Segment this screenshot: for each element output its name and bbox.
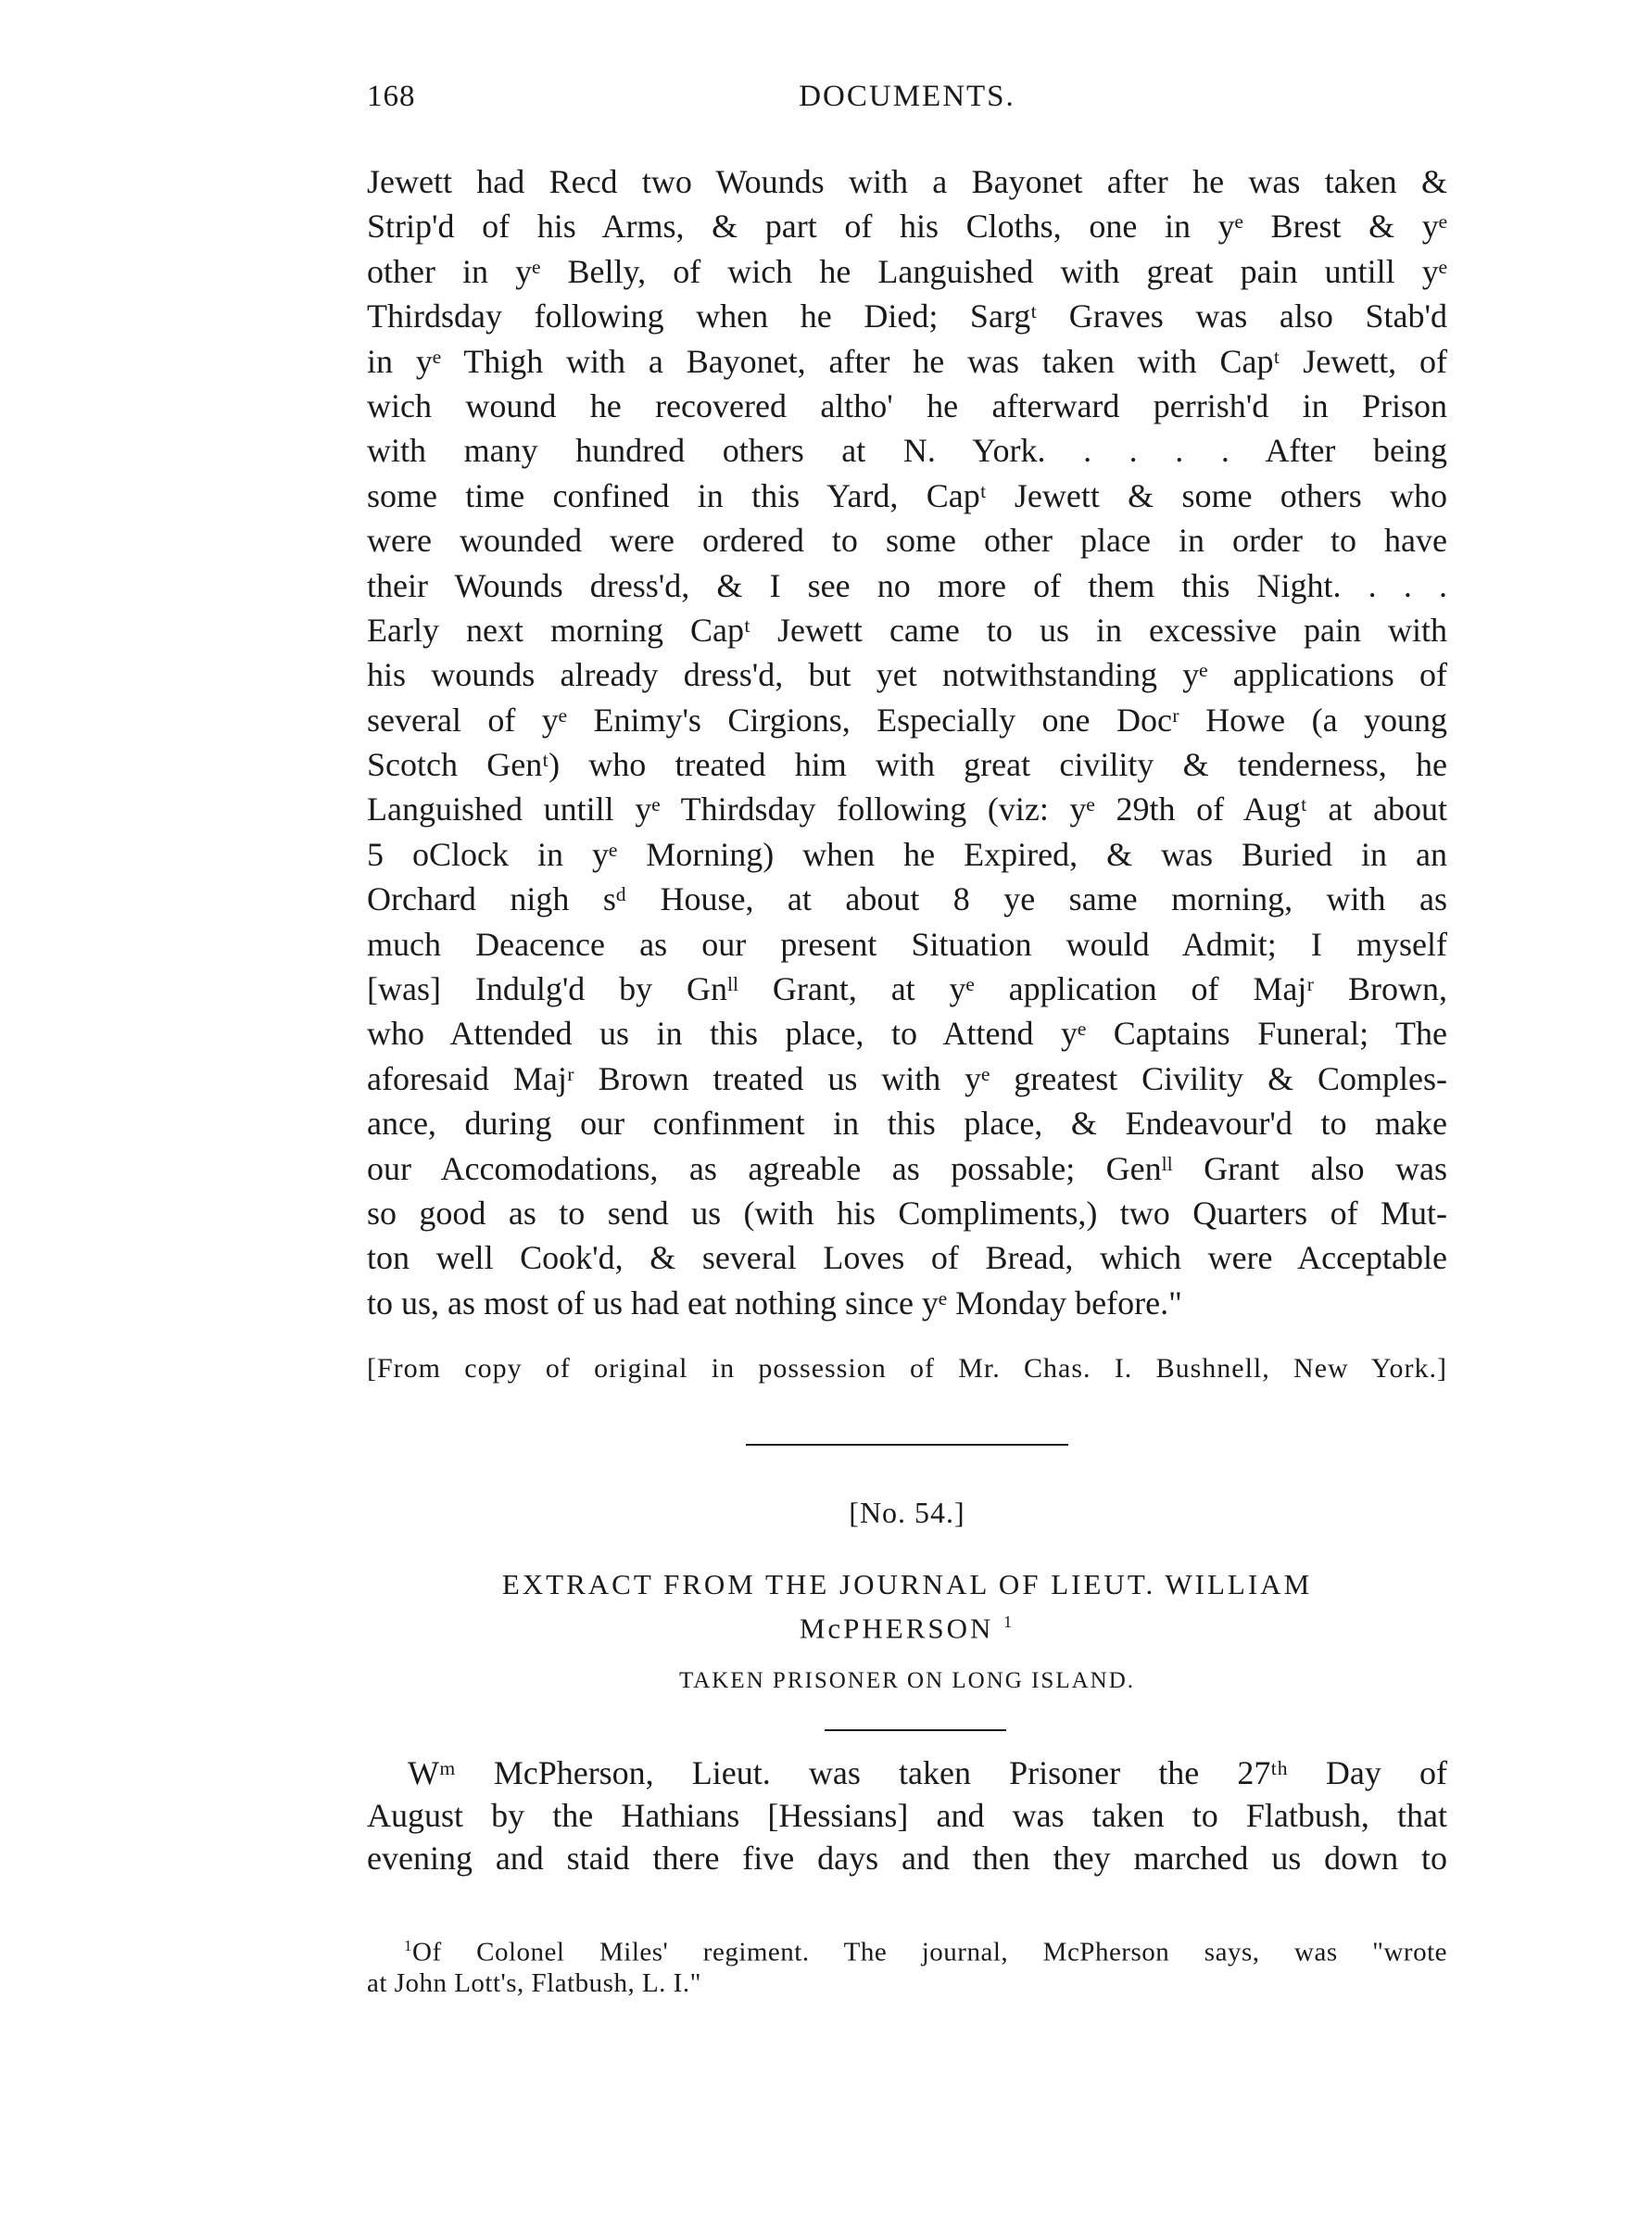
document-title-line bbox=[367, 1603, 1447, 1647]
body-line: Jewett had Recd two Wounds with a Bayonet after he was taken & bbox=[367, 163, 1447, 200]
body-line: Languished untill yᵉ Thirdsday following (viz: yᵉ 29th of Augᵗ at about bbox=[367, 790, 1447, 828]
body-line: Strip'd of his Arms, & part of his Cloths, one in yᵉ Brest & yᵉ bbox=[367, 208, 1447, 246]
journal-line: August by the Hathians [Hessians] and was taken to Flatbush, that bbox=[367, 1797, 1447, 1834]
running-head bbox=[367, 80, 1447, 126]
body-line: ton well Cook'd, & several Loves of Bread, which were Acceptable bbox=[367, 1239, 1447, 1277]
body-line: their Wounds dress'd, & I see no more of them this Night. . . . bbox=[367, 566, 1447, 604]
body-line: in yᵉ Thigh with a Bayonet, after he was taken with Capᵗ Jewett, of bbox=[367, 342, 1447, 380]
body-line: who Attended us in this place, to Attend yᵉ Captains Funeral; The bbox=[367, 1015, 1447, 1053]
body-line: with many hundred others at N. York. . . . . After being bbox=[367, 432, 1447, 470]
body-line: Thirdsday following when he Died; Sargᵗ Graves was also Stab'd bbox=[367, 297, 1447, 335]
body-line: were wounded were ordered to some other place in order to have bbox=[367, 522, 1447, 560]
footnote-reference: 1 bbox=[1003, 1613, 1015, 1631]
footnote-text: Of Colonel Miles' regiment. The journal, McPherson says, was "wrote bbox=[412, 1937, 1447, 1967]
journal-text bbox=[367, 1752, 1447, 1879]
section-divider bbox=[746, 1444, 1068, 1446]
body-line: several of yᵉ Enimy's Cirgions, Especially one Docʳ Howe (a young bbox=[367, 701, 1447, 739]
document-title-name: McPHERSON bbox=[799, 1612, 994, 1645]
body-line: 5 oClock in yᵉ Morning) when he Expired, & was Buried in an bbox=[367, 835, 1447, 873]
body-line: some time confined in this Yard, Capᵗ Jewett & some others who bbox=[367, 476, 1447, 514]
body-text bbox=[367, 159, 1447, 1325]
document-title bbox=[367, 1566, 1447, 1647]
body-line: wich wound he recovered altho' he afterward perrish'd in Prison bbox=[367, 386, 1447, 424]
body-line: so good as to send us (with his Compliments,) two Quarters of Mut- bbox=[367, 1194, 1447, 1232]
body-line: [was] Indulg'd by Gnˡˡ Grant, at yᵉ application of Majʳ Brown, bbox=[367, 970, 1447, 1008]
body-line: ance, during our confinment in this place, & Endeavour'd to make bbox=[367, 1105, 1447, 1143]
body-line: much Deacence as our present Situation would Admit; I myself bbox=[367, 925, 1447, 963]
footnote-marker: 1 bbox=[404, 1937, 412, 1954]
body-line: Orchard nigh sᵈ House, at about 8 ye same morning, with as bbox=[367, 880, 1447, 918]
document-subtitle: TAKEN PRISONER ON LONG ISLAND. bbox=[678, 1668, 1136, 1693]
body-line: other in yᵉ Belly, of wich he Languished with great pain untill yᵉ bbox=[367, 252, 1447, 290]
subtitle-divider bbox=[825, 1729, 1006, 1731]
footnote-line bbox=[367, 1928, 1447, 1965]
footnote bbox=[367, 1928, 1447, 2002]
footnote-line: at John Lott's, Flatbush, L. I." bbox=[367, 1968, 701, 1998]
body-line: Early next morning Capᵗ Jewett came to us in excessive pain with bbox=[367, 611, 1447, 649]
page-number: 168 bbox=[367, 80, 416, 113]
body-line: Scotch Genᵗ) who treated him with great civility & tenderness, he bbox=[367, 746, 1447, 784]
body-line: aforesaid Majʳ Brown treated us with yᵉ greatest Civility & Comples- bbox=[367, 1059, 1447, 1097]
body-line: his wounds already dress'd, but yet notwithstanding yᵉ applications of bbox=[367, 656, 1447, 694]
source-note: [From copy of original in possession of Mr. Chas. I. Bushnell, New York.] bbox=[367, 1353, 1447, 1384]
body-line: to us, as most of us had eat nothing since yᵉ Monday before." bbox=[367, 1284, 1182, 1322]
running-title: DOCUMENTS. bbox=[799, 80, 1015, 113]
journal-line: Wᵐ McPherson, Lieut. was taken Prisoner the 27ᵗʰ Day of bbox=[408, 1754, 1447, 1791]
journal-line: evening and staid there five days and then they marched us down to bbox=[367, 1840, 1447, 1877]
document-title-line: EXTRACT FROM THE JOURNAL OF LIEUT. WILLIAM bbox=[501, 1568, 1313, 1600]
document-number: [No. 54.] bbox=[849, 1496, 965, 1529]
body-line: our Accomodations, as agreable as possable; Genˡˡ Grant also was bbox=[367, 1149, 1447, 1187]
